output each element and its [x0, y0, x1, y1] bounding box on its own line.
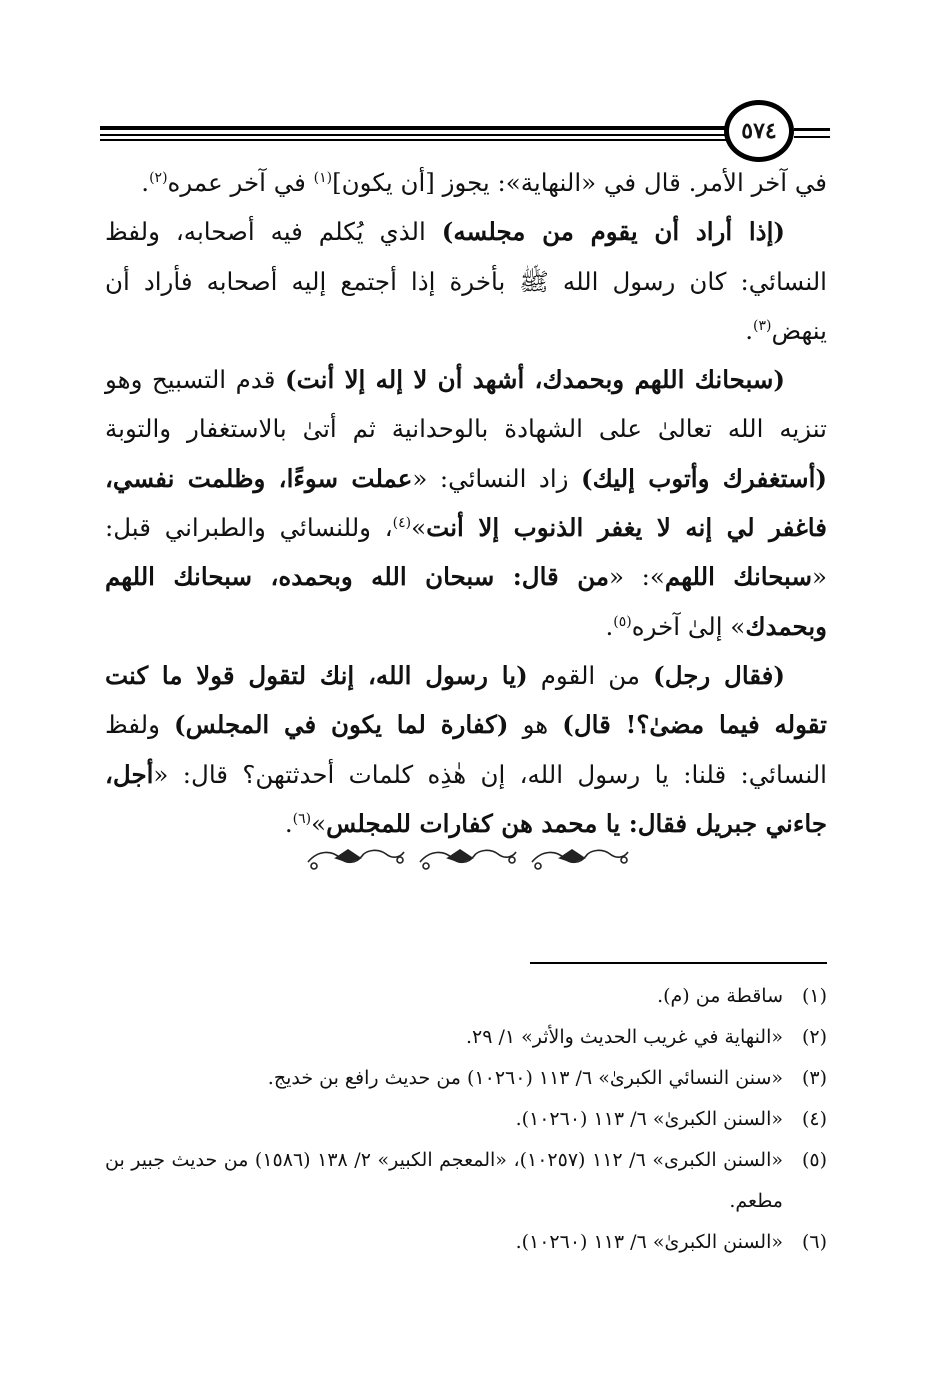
footnote-number: (٥) [801, 1149, 827, 1171]
footnote-ref[interactable]: (٣) [753, 317, 772, 334]
footnote-ref[interactable]: (٤) [392, 514, 412, 531]
footnote-item [105, 1017, 827, 1058]
main-text [105, 158, 827, 848]
header-rule [100, 126, 730, 130]
matn-text: (فقال رجل) [653, 660, 785, 690]
header-rule [100, 139, 730, 141]
header-rule [100, 134, 730, 136]
quote-text: سبحانك اللهم [664, 562, 812, 592]
footnote-text: ساقطة من (م). [657, 985, 783, 1007]
matn-text: (يا رسول الله، إنك لتقول قولا ما كنت تقوله فيما مضىٰ؟! قال) [105, 660, 828, 740]
matn-text: (كفارة لما يكون في المجلس) [174, 710, 509, 740]
paragraph: في آخر الأمر. قال في «النهاية»: يجوز [أن يكون]$^{(١)}$ في آخر عمره$^{(٢)}$. [141, 168, 827, 197]
matn-text: (إذا أراد أن يقوم من مجلسه) [441, 217, 785, 247]
footnote-ref[interactable]: (٥) [613, 613, 632, 630]
page-number: ٥٧٤ [724, 100, 794, 162]
footnote-separator [530, 962, 827, 964]
header-rule [794, 128, 830, 131]
footnote-number: (٣) [801, 1067, 827, 1089]
paragraph: (سبحانك اللهم وبحمدك، أشهد أن لا إله إلا أنت) قدم التسبيح وهو تنزيه الله تعالىٰ على الشهادة بالوحدانية ثم أتىٰ بالاستغفار والتوبة (أستغفرك وأتوب إليك) زاد النسائي: «عملت سوءًا، وظلمت نفسي، فاغفر لي إنه لا يغفر الذنوب إلا أنت»$^{(٤)}$، وللنسائي والطبراني قبل: «سبحانك اللهم»: «من قال: سبحان الله وبحمده، سبحانك اللهم وبحمدك» إلىٰ آخره$^{(٥)}$. [105, 365, 827, 641]
floral-divider-icon [300, 840, 630, 874]
footnote-number: (٤) [801, 1108, 827, 1130]
footnote-item [105, 1099, 827, 1140]
footnote-number: (٦) [801, 1231, 827, 1253]
footnote-item [105, 976, 827, 1017]
ornament-motif [532, 850, 628, 869]
footnote-text: «النهاية في غريب الحديث والأثر» ١/ ٢٩. [465, 1026, 783, 1048]
header-rule [794, 136, 830, 138]
matn-text: (سبحانك اللهم وبحمدك، أشهد أن لا إله إلا أنت) [284, 365, 786, 395]
footnotes [105, 976, 827, 1263]
footnote-text: «سنن النسائي الكبرىٰ» ٦/ ١١٣ (١٠٢٦٠) من حديث رافع بن خديج. [267, 1067, 783, 1089]
footnote-number: (٢) [801, 1026, 827, 1048]
footnote-item [105, 1058, 827, 1099]
quote-text: أجل، جاءني جبريل فقال: يا محمد هن كفارات للمجلس [105, 759, 827, 838]
footnote-ref[interactable]: (٢) [149, 169, 168, 186]
ornament-motif [308, 850, 404, 869]
footnote-ref[interactable]: (١) [313, 169, 333, 186]
footnote-text: «السنن الكبرىٰ» ٦/ ١١٣ (١٠٢٦٠). [515, 1231, 783, 1253]
footnote-item [105, 1222, 827, 1263]
footnote-text: «السنن الكبرىٰ» ٦/ ١١٣ (١٠٢٦٠). [515, 1108, 783, 1130]
footnote-text: «السنن الكبرى» ٦/ ١١٢ (١٠٢٥٧)، «المعجم الكبير» ٢/ ١٣٨ (١٥٨٦) من حديث جبير بن مطعم. [105, 1149, 783, 1212]
footnote-number: (١) [801, 985, 827, 1007]
quote-text: من قال: سبحان الله وبحمده، سبحانك اللهم وبحمدك [105, 562, 827, 641]
quote-text: عملت سوءًا، وظلمت نفسي، فاغفر لي إنه لا يغفر الذنوب إلا أنت [105, 463, 827, 543]
paragraph: (إذا أراد أن يقوم من مجلسه) الذي يُكلم فيه أصحابه، ولفظ النسائي: كان رسول الله ﷺ بأخرة إذا أجتمع إليه أصحابه فأراد أن ينهض$^{(٣)}$. [105, 217, 827, 345]
matn-text: (أستغفرك وأتوب إليك) [581, 463, 827, 493]
paragraph: (فقال رجل) من القوم (يا رسول الله، إنك لتقول قولا ما كنت تقوله فيما مضىٰ؟! قال) هو (كفارة لما يكون في المجلس) ولفظ النسائي: قلنا: يا رسول الله، إن هٰذِه كلمات أحدثتهن؟ قال: «أجل، جاءني جبريل فقال: يا محمد هن كفارات للمجلس»$^{(٦)}$. [105, 660, 828, 838]
footnote-item [105, 1140, 827, 1222]
ornament-motif [420, 850, 516, 869]
footnote-ref[interactable]: (٦) [292, 810, 312, 827]
